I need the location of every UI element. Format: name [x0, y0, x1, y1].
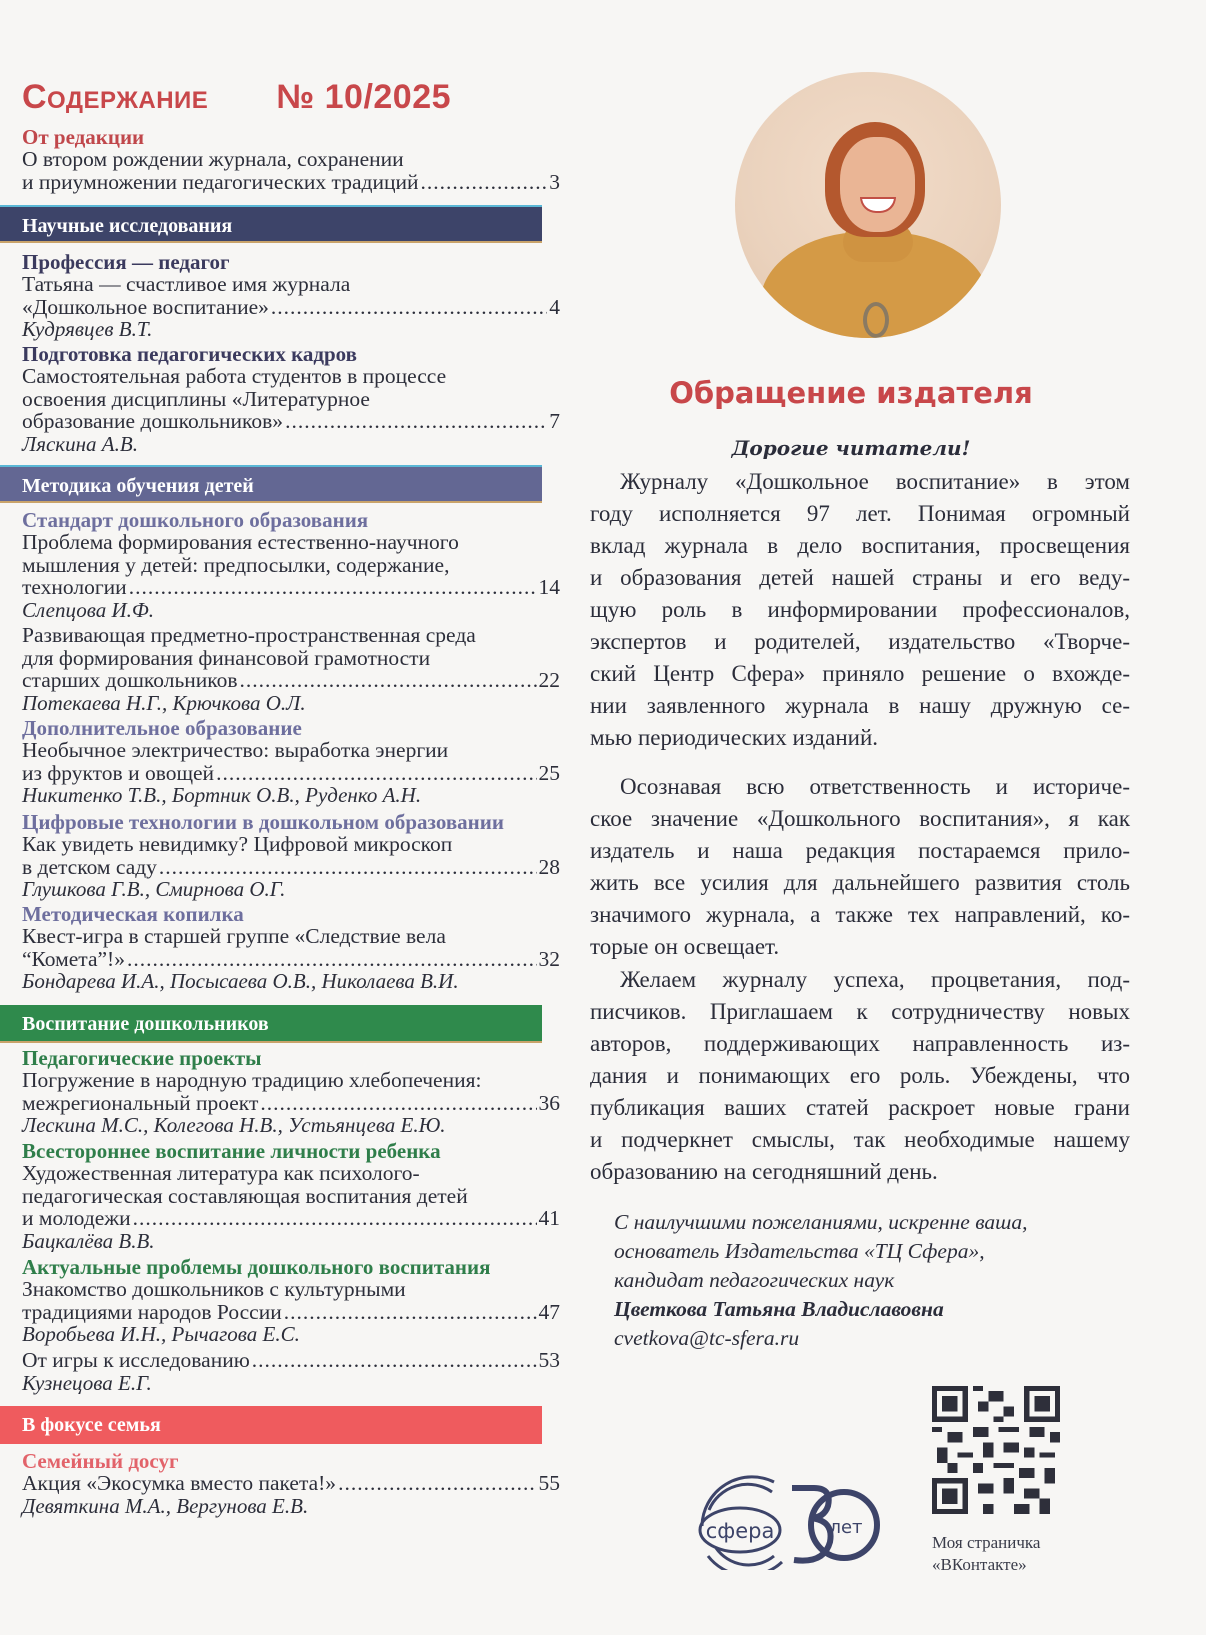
- article-title-line: О втором рождении журнала, сохранении: [22, 147, 404, 171]
- article-title-line: Погружение в народную традицию хлебопечения:: [22, 1068, 482, 1092]
- rubric: Семейный досуг: [22, 1449, 179, 1473]
- toc-entry[interactable]: [22, 717, 560, 806]
- signature-line: основатель Издательства «ТЦ Сфера»,: [614, 1239, 985, 1263]
- rubric: Методическая копилка: [22, 902, 244, 926]
- publisher-photo: [735, 72, 1001, 338]
- authors: Глушкова Г.В., Смирнова О.Г.: [22, 877, 286, 901]
- article-title-line: Квест-игра в старшей группе «Следствие вела: [22, 924, 446, 948]
- rubric: Всестороннее воспитание личности ребенка: [22, 1139, 441, 1163]
- rubric: Профессия — педагог: [22, 250, 230, 274]
- rubric: Актуальные проблемы дошкольного воспитания: [22, 1255, 491, 1279]
- article-title-line: старших дошкольников ..... 22: [22, 669, 560, 692]
- article-title-line: межрегиональный проект ..... 36: [22, 1092, 560, 1115]
- authors: Девяткина М.А., Вергунова Е.В.: [22, 1493, 309, 1518]
- page-number: 55: [538, 1471, 560, 1495]
- section-bar-family: В фокусе семья: [0, 1406, 542, 1444]
- toc-entry[interactable]: [22, 251, 560, 340]
- article-title-line: Проблема формирования естественно-научного: [22, 530, 459, 554]
- page-number: 53: [538, 1348, 560, 1372]
- article-title-line: Самостоятельная работа студентов в процессе: [22, 364, 447, 388]
- page-number: 14: [538, 575, 560, 599]
- article-title-line: и молодежи ..... 41: [22, 1207, 560, 1230]
- paragraph-1: Журналу «Дошкольное воспитание» в этом году исполняется 97 лет. Понимая огромный вклад журнала в дело воспитания, просвещения и образования детей нашей страны и его веду- щую роль в информировании профессионалов, экспертов и родителей, издательство «Творче- ский Центр Сфера» приняло решение о вхожде- нии заявленного журнала в нашу дружную се- мью периодических изданий.: [590, 469, 1130, 750]
- article-title-line: Необычное электричество: выработка энергии: [22, 738, 449, 762]
- signature-line: С наилучшими пожеланиями, искренне ваша,: [614, 1210, 1028, 1234]
- page-number: 4: [549, 294, 560, 319]
- article-title-line: из фруктов и овощей ..... 25: [22, 762, 560, 785]
- logo-brand: сфера: [705, 1519, 775, 1543]
- article-title-line: Художественная литература как психолого-: [22, 1161, 420, 1185]
- logo-number: 30: [695, 1471, 697, 1472]
- page-number: 3: [549, 169, 560, 194]
- rubric: Подготовка педагогических кадров: [22, 342, 357, 366]
- page-number: 22: [538, 668, 560, 692]
- article-title-line: Знакомство дошкольников с культурными: [22, 1277, 406, 1301]
- toc-entry-intro[interactable]: [22, 126, 560, 193]
- page-number: 41: [538, 1206, 560, 1230]
- section-bar-methods: Методика обучения детей: [0, 465, 542, 503]
- article-title-line: “Комета”!» ..... 32: [22, 948, 560, 971]
- page-number: 28: [538, 854, 560, 879]
- toc-entry[interactable]: [22, 1047, 560, 1136]
- toc-entry[interactable]: [22, 811, 560, 900]
- qr-caption-line: «ВКонтакте»: [932, 1555, 1027, 1574]
- qr-code[interactable]: [932, 1386, 1060, 1514]
- toc-entry[interactable]: [22, 509, 560, 621]
- article-title-line: От игры к исследованию ..... 53: [22, 1349, 560, 1372]
- article-title-line: Татьяна — счастливое имя журнала: [22, 272, 351, 296]
- issue-number: № 10/2025: [276, 78, 452, 116]
- rubric: Цифровые технологии в дошкольном образовании: [22, 810, 504, 834]
- page-number: 32: [538, 946, 560, 971]
- article-title-line: в детском саду ..... 28: [22, 856, 560, 879]
- toc-entry[interactable]: [22, 1349, 560, 1394]
- qr-caption-line: Моя страничка: [932, 1533, 1041, 1552]
- article-title-line: и приумножении педагогических традиций ..... 3: [22, 171, 560, 194]
- article-title-line: Развивающая предметно-пространственная среда: [22, 623, 476, 647]
- authors: Бондарева И.А., Посысаева О.В., Николаева В.И.: [22, 969, 459, 993]
- paragraph-3: Желаем журналу успеха, процветания, под- писчиков. Приглашаем к сотрудничеству новых авторов, поддерживающих направленность из- дания и понимающих его роль. Убеждены, что публикация ваших статей раскроет новые грани и подчеркнет смыслы, так необходимые нашему образованию на сегодняшний день.: [590, 967, 1130, 1184]
- email-link[interactable]: cvetkova@tc-sfera.ru: [614, 1326, 800, 1350]
- toc-entry[interactable]: [22, 624, 560, 714]
- authors: Слепцова И.Ф.: [22, 597, 155, 622]
- toc-entry[interactable]: [22, 343, 560, 455]
- article-title-line: традициями народов России ..... 47: [22, 1301, 560, 1324]
- rubric: Дополнительное образование: [22, 716, 302, 740]
- qr-caption: [932, 1532, 1040, 1576]
- sfera-30-logo: [694, 1470, 884, 1570]
- page-number: 36: [538, 1090, 560, 1115]
- article-title-line: освоения дисциплины «Литературное: [22, 386, 370, 411]
- page-number: 7: [549, 409, 560, 433]
- article-title-line: Акция «Экосумка вместо пакета!» ..... 55: [22, 1472, 560, 1495]
- signature: [614, 1208, 1028, 1353]
- toc-entry[interactable]: [22, 1450, 560, 1517]
- authors: Лескина М.С., Колегова Н.В., Устьянцева Е.Ю.: [22, 1113, 446, 1137]
- article-title-line: Как увидеть невидимку? Цифровой микроскоп: [22, 832, 453, 856]
- article-title-line: «Дошкольное воспитание» ..... 4: [22, 296, 560, 319]
- authors: Кудрявцев В.Т.: [22, 317, 153, 341]
- toc-entry[interactable]: [22, 903, 560, 992]
- toc-title: [22, 78, 451, 117]
- signature-name: Цветкова Татьяна Владиславовна: [614, 1297, 944, 1321]
- section-bar-upbringing: Воспитание дошкольников: [0, 1005, 542, 1043]
- paragraph-2: Осознавая всю ответственность и историче- ское значение «Дошкольного воспитания», я как издатель и наша редакция постараемся прило- жить все усилия для дальнейшего развития столь значимого журнала, а также тех направлений, ко- торые он освещает.: [590, 774, 1130, 959]
- authors: Бацкалёва В.В.: [22, 1228, 155, 1253]
- authors: Воробьева И.Н., Рычагова Е.С.: [22, 1322, 300, 1346]
- authors: Никитенко Т.В., Бортник О.В., Руденко А.Н.: [22, 783, 422, 807]
- authors: Потекаева Н.Г., Крючкова О.Л.: [22, 690, 306, 715]
- toc-entry[interactable]: [22, 1256, 560, 1345]
- logo-suffix: лет: [829, 1517, 863, 1538]
- article-title-line: педагогическая составляющая воспитания детей: [22, 1183, 468, 1208]
- authors: Кузнецова Е.Г.: [22, 1370, 152, 1395]
- article-title-line: технологии ..... 14: [22, 576, 560, 599]
- publisher-heading: Обращение издателя: [669, 376, 1033, 410]
- rubric: Стандарт дошкольного образования: [22, 508, 369, 532]
- page-number: 47: [538, 1299, 560, 1324]
- rubric: Педагогические проекты: [22, 1046, 262, 1070]
- article-title-line: мышления у детей: предпосылки, содержание,: [22, 552, 450, 577]
- rubric: От редакции: [22, 125, 145, 149]
- section-bar-research: Научные исследования: [0, 205, 542, 243]
- greeting: Дорогие читатели!: [731, 436, 971, 460]
- article-title-line: образование дошкольников» ..... 7: [22, 410, 560, 433]
- toc-title-word: Содержание: [22, 78, 209, 116]
- toc-entry[interactable]: [22, 1140, 560, 1252]
- signature-line: кандидат педагогических наук: [614, 1268, 895, 1292]
- authors: Ляскина А.В.: [22, 431, 138, 456]
- article-title-line: для формирования финансовой грамотности: [22, 645, 431, 670]
- page-number: 25: [538, 760, 560, 785]
